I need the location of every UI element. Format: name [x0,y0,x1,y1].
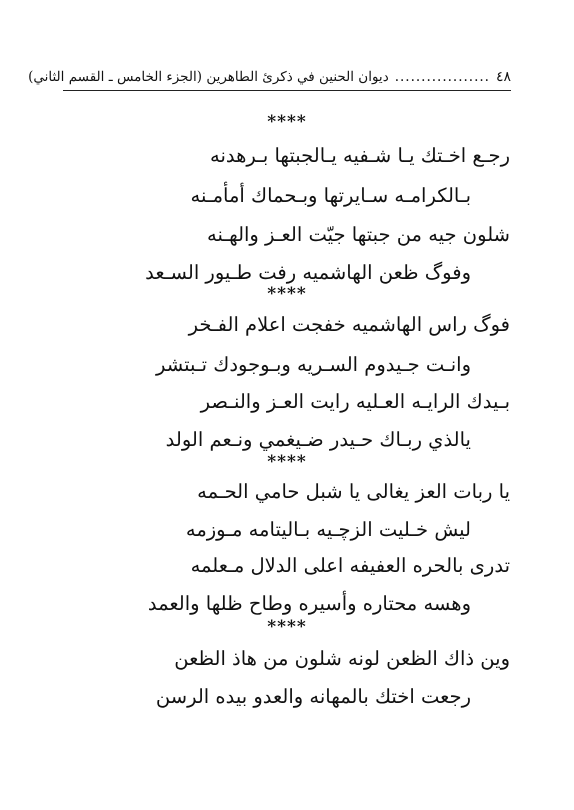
stanza-separator: **** [267,112,307,132]
verse-line: وين ذاك الظعن لونه شلون من هاذ الظعن [174,647,510,670]
verse-line: وانـت جـيدوم السـريه وبـوجودك تـبتشر [156,353,471,376]
verse-line: يا ربات العز يغالى يا شبل حامي الحـمه [197,480,510,503]
verse-line: بـالكرامـه سـايرتها وبـحماك أمأمـنه [190,184,471,207]
stanza-separator: **** [267,452,307,472]
verse-line: ليش خـليت الزچـيه بـاليتامه مـوزمه [185,518,471,541]
page-number: ٤٨ [495,69,511,85]
verse-line: رجعت اختك بالمهانه والعدو بيده الرسن [155,685,471,708]
verse-line: فوگ راس الهاشميه خفجت اعلام الفـخر [188,313,510,336]
verse-line: بـيدك الرايـه العـليه رايت العـز والنـصر [200,390,510,413]
verse-line: وهسه محتاره وأسيره وطاح ظلها والعمد [147,592,471,615]
verse-line: رجـع اخـتك يـا شـفيه يـالجبتها بـرهدنه [209,144,510,167]
verse-line: تدرى بالحره العفيفه اعلى الدلال مـعلمه [190,554,510,577]
running-header [28,66,511,88]
verse-line: شلون جيه من جبتها جيّت العـز والهـنه [207,223,510,246]
stanza-separator: **** [267,617,307,637]
leader-dots: .................. [394,69,490,85]
stanza-separator: **** [267,284,307,304]
header-rule [63,90,511,91]
verse-line: يالذي ربـاك حـيدر ضـيغمي ونـعم الولد [165,428,471,451]
verse-line: وفوگ ظعن الهاشميه رفت طـيور السـعد [145,261,471,284]
book-title: ديوان الحنين في ذكرئ الطاهرين (الجزء الخامس ـ القسم الثاني) [28,69,389,85]
